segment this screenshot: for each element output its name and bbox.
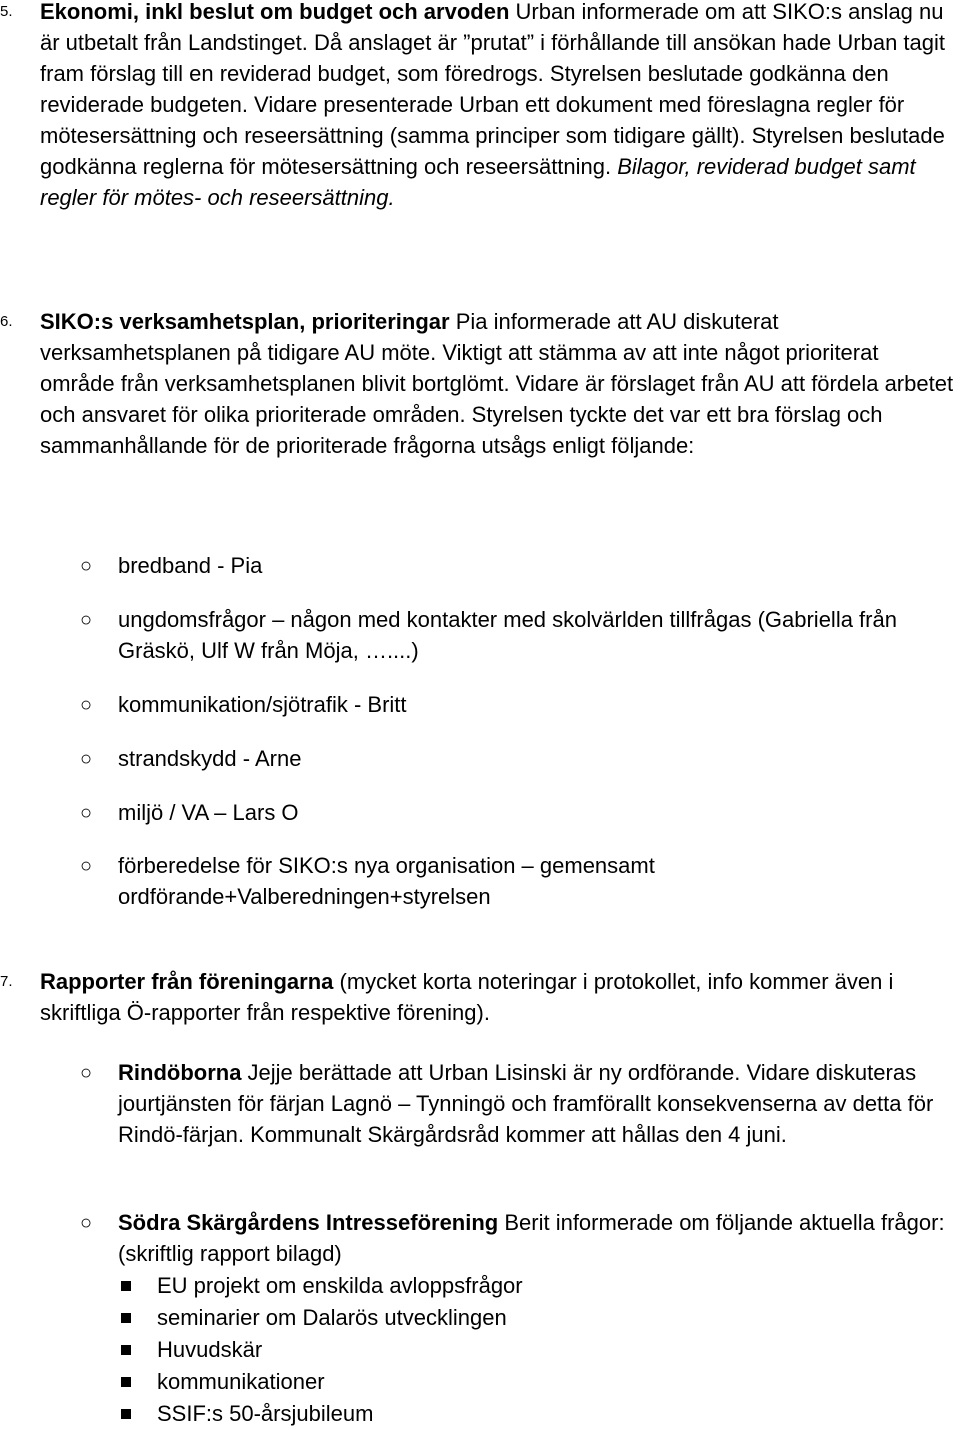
section-7 xyxy=(0,966,958,1028)
circle-bullet-icon: ○ xyxy=(80,748,93,770)
circle-bullet-icon: ○ xyxy=(80,555,93,577)
section-number: 7. xyxy=(0,973,13,990)
association-name: Södra Skärgårdens Intresseförening xyxy=(118,1210,499,1235)
association-name: Rindöborna xyxy=(118,1060,242,1085)
section-paragraph xyxy=(40,966,958,1028)
list-item: miljö / VA – Lars O xyxy=(118,800,299,825)
section-text: Pia informerade att AU diskuterat verksamhetsplanen på tidigare AU möte. Viktigt att stämma av att inte något prioriterat område från verksamhetsplanen blivit bortglömt. Vidare är förslaget från AU att fördela arbetet och ansvaret för olika prioriterade områden. Styrelsen tyckte det var ett bra förslag och sammanhållande för de prioriterade frågorna utsågs enligt följande: xyxy=(40,309,954,458)
report-text: Jejje berättade att Urban Lisinski är ny ordförande. Vidare diskuteras jourtjänsten för färjan Lagnö – Tynningö och framförallt konsekvenserna av detta för Rindö-färjan. Kommunalt Skärgårdsråd kommer att hållas den 4 juni. xyxy=(118,1060,934,1147)
square-bullet-icon xyxy=(121,1313,131,1323)
list-item: strandskydd - Arne xyxy=(118,746,302,771)
circle-bullet-icon: ○ xyxy=(80,694,93,716)
square-bullet-icon xyxy=(121,1345,131,1355)
report-text: Berit informerade om följande aktuella frågor: (skriftlig rapport bilagd) xyxy=(118,1210,945,1266)
section-5 xyxy=(0,0,958,213)
report-item xyxy=(118,1057,958,1150)
circle-bullet-icon: ○ xyxy=(80,1212,93,1234)
circle-bullet-icon: ○ xyxy=(80,855,93,877)
section-title: Ekonomi, inkl beslut om budget och arvoden xyxy=(40,0,510,24)
section-number: 6. xyxy=(0,313,13,330)
square-bullet-icon xyxy=(121,1409,131,1419)
list-item: SSIF:s 50-årsjubileum xyxy=(157,1401,374,1426)
list-item: seminarier om Dalarös utvecklingen xyxy=(157,1305,507,1330)
circle-bullet-icon: ○ xyxy=(80,609,93,631)
section-paragraph xyxy=(40,306,958,461)
list-item: kommunikationer xyxy=(157,1369,325,1394)
list-item: Huvudskär xyxy=(157,1337,263,1362)
list-item: kommunikation/sjötrafik - Britt xyxy=(118,692,407,717)
list-item: EU projekt om enskilda avloppsfrågor xyxy=(157,1273,523,1298)
section-number: 5. xyxy=(0,3,13,20)
report-item xyxy=(118,1207,958,1269)
section-text: Urban informerade om att SIKO:s anslag nu är utbetalt från Landstinget. Då anslaget är ”prutat” i förhållande till ansökan hade Urban tagit fram förslag till en reviderad budget, som föredrogs. Styrelsen beslutade godkänna den reviderade budgeten. Vidare presenterade Urban ett dokument med föreslagna regler för mötesersättning och reseersättning (samma principer som tidigare gällt). Styrelsen beslutade godkänna reglerna för mötesersättning och reseersättning. xyxy=(40,0,945,179)
attachment-note: Bilagor, reviderad budget samt regler för mötes- och reseersättning. xyxy=(40,154,916,210)
list-item: förberedelse för SIKO:s nya organisation – gemensamt ordförande+Valberedningen+styrelsen xyxy=(118,853,655,909)
square-bullet-icon xyxy=(121,1281,131,1291)
list-item: ungdomsfrågor – någon med kontakter med skolvärlden tillfrågas (Gabriella från Gräskö, Ulf W från Möja, …....) xyxy=(118,607,897,663)
section-title: Rapporter från föreningarna xyxy=(40,969,334,994)
list-item: bredband - Pia xyxy=(118,553,263,578)
section-paragraph xyxy=(40,0,958,213)
section-title: SIKO:s verksamhetsplan, prioriteringar xyxy=(40,309,450,334)
square-bullet-icon xyxy=(121,1377,131,1387)
circle-bullet-icon: ○ xyxy=(80,802,93,824)
section-6 xyxy=(0,306,958,461)
section-text: (mycket korta noteringar i protokollet, info kommer även i skriftliga Ö-rapporter från respektive förening). xyxy=(40,969,894,1025)
circle-bullet-icon: ○ xyxy=(80,1062,93,1084)
